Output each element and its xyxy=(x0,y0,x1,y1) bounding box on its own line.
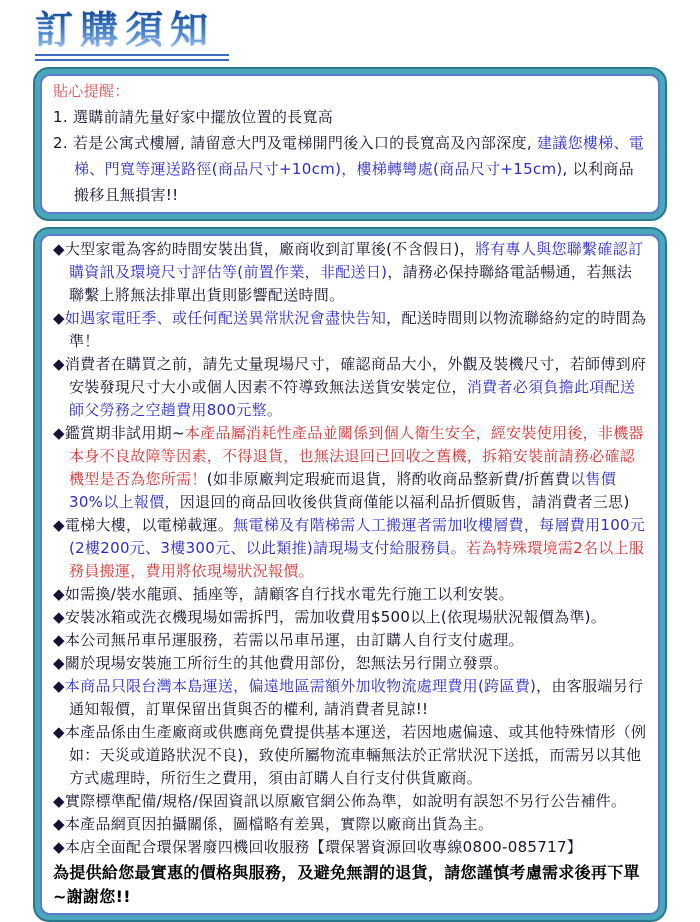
notice-item xyxy=(53,583,647,606)
text-segment: 關於現場安裝施工所衍生的其他費用部份，恕無法另行開立發票。 xyxy=(64,653,509,672)
notice-list xyxy=(53,238,647,859)
text-segment: 本產品屬消耗性產品並關係到個人衛生安全，經安裝使用後，非機器本身不良故障等因素，不得退貨，也無法退回已回收之舊機，拆箱安裝前請務必確認機型是否為您所需！ xyxy=(69,423,644,488)
text-segment: 2. 若是公寓式樓層, 請留意大門及電梯開門後入口的長寬高及內部深度, xyxy=(53,133,537,152)
text-segment: 1. 選購前請先量好家中擺放位置的長寬高 xyxy=(53,107,334,126)
text-segment: ，請務必保持聯絡電話暢通，若無法聯繫上將無法排單出貨則影響配送時間。 xyxy=(69,262,633,304)
text-segment: 電梯大樓，以電梯載運。 xyxy=(64,515,234,534)
text-segment: 以售價30%以上報價， xyxy=(69,469,617,511)
bullet-diamond-icon: ◆ xyxy=(53,354,65,373)
text-segment: (如非原廠判定瑕疵而退貨，將酌收商品整新費/折舊費 xyxy=(206,469,571,488)
reminder-item xyxy=(53,104,647,130)
reminder-box-frame xyxy=(33,67,667,221)
text-segment: 消費者在購買之前，請先丈量現場尺寸，確認商品大小，外觀及裝機尺寸，若師傅到府安裝發現尺寸大小或個人因素不符導致無法送貨安裝定位， xyxy=(64,354,647,396)
text-segment: 鑑賞期非試用期~ xyxy=(64,423,185,442)
notice-item xyxy=(53,813,647,836)
text-segment: 如遇家電旺季、或任何配送異常狀況會盡快告知 xyxy=(64,308,387,327)
text-segment: 本公司無吊車吊運服務，若需以吊車吊運，由訂購人自行支付處理。 xyxy=(64,630,524,649)
bullet-diamond-icon: ◆ xyxy=(53,814,65,833)
bullet-diamond-icon: ◆ xyxy=(53,423,65,442)
reminder-list xyxy=(53,104,647,208)
bullet-diamond-icon: ◆ xyxy=(53,630,65,649)
text-segment: 本產品網頁因拍攝關係，圖檔略有差異，實際以廠商出貨為主。 xyxy=(64,814,494,833)
text-segment: 建議您樓梯、電梯、門寬等運送路徑(商品尺寸+10cm)，樓梯轉彎處(商品尺寸+15cm) xyxy=(74,133,645,178)
text-segment: 本產品係由生產廠商或供應商免費提供基本運送，若因地處偏遠、或其他特殊情形（例如：天災或道路狀況不良)，致使所屬物流車輛無法於正常狀況下送抵，而需另以其他方式處理時，所衍生之費用，須由訂購人自行支付供貨廠商。 xyxy=(64,722,647,787)
bullet-diamond-icon: ◆ xyxy=(53,676,65,695)
notice-box-frame xyxy=(33,227,667,922)
bullet-diamond-icon: ◆ xyxy=(53,791,65,810)
notice-item xyxy=(53,675,647,721)
notice-box xyxy=(40,234,660,915)
notice-item xyxy=(53,307,647,353)
bullet-diamond-icon: ◆ xyxy=(53,837,65,856)
notice-item xyxy=(53,721,647,790)
bullet-diamond-icon: ◆ xyxy=(53,584,65,603)
text-segment: 將有專人與您聯繫確認訂購資訊及環境尺寸評估等(前置作業，非配送日) xyxy=(69,239,644,281)
text-segment: 消費者必須負擔此項配送師父勞務之空趟費用800元整。 xyxy=(69,377,636,419)
notice-item xyxy=(53,422,647,514)
notice-item xyxy=(53,836,647,859)
page-title xyxy=(33,9,667,61)
notice-footer: 為提供給您最實惠的價格與服務，及避免無謂的退貨，請您謹慎考慮需求後再下單~謝謝您!! xyxy=(53,862,640,906)
notice-item xyxy=(53,790,647,813)
notice-item xyxy=(53,606,647,629)
reminder-box xyxy=(40,74,660,214)
notice-item xyxy=(53,629,647,652)
text-segment: ，配送時間則以物流聯絡約定的時間為準！ xyxy=(69,308,647,350)
page-title-text: 訂購須知 xyxy=(35,8,216,52)
text-segment: ，由客服端另行通知報價，訂單保留出貨與否的權利, 請消費者見諒!! xyxy=(69,676,644,718)
reminder-heading: 貼心提醒： xyxy=(53,81,130,100)
bullet-diamond-icon: ◆ xyxy=(53,515,65,534)
notice-item xyxy=(53,652,647,675)
text-segment: 大型家電為客約時間安裝出貨，廠商收到訂單後(不含假日)， xyxy=(64,239,475,258)
text-segment: , 以利商品搬移且無損害!! xyxy=(74,159,634,204)
text-segment: 若為特殊環境需2名以上服務員搬運，費用將依現場狀況報價。 xyxy=(69,538,645,580)
page-title-underline xyxy=(35,9,229,61)
text-segment: 無電梯及有階梯需人工搬運者需加收樓層費，每層費用100元(2樓200元、3樓300元、以此類推)請現場支付給服務員。 xyxy=(69,515,646,557)
notice-item xyxy=(53,514,647,583)
text-segment: 本店全面配合環保署廢四機回收服務【環保署資源回收專線0800-085717】 xyxy=(64,837,583,856)
reminder-item xyxy=(53,130,647,208)
bullet-diamond-icon: ◆ xyxy=(53,653,65,672)
text-segment: 如需換/裝水龍頭、插座等，請顧客自行找水電先行施工以利安裝。 xyxy=(64,584,514,603)
text-segment: 因退回的商品回收後供貨商僅能以福利品折價販售，請消費者三思) xyxy=(179,492,630,511)
bullet-diamond-icon: ◆ xyxy=(53,308,65,327)
text-segment: 安裝冰箱或洗衣機現場如需拆門，需加收費用$500以上(依現場狀況報價為準)。 xyxy=(64,607,607,626)
notice-item xyxy=(53,353,647,422)
text-segment: 本商品只限台灣本島運送，偏遠地區需額外加收物流處理費用(跨區費) xyxy=(64,676,537,695)
bullet-diamond-icon: ◆ xyxy=(53,607,65,626)
notice-item xyxy=(53,238,647,307)
text-segment: 實際標準配備/規格/保固資訊以原廠官網公佈為準，如說明有誤恕不另行公告補件。 xyxy=(64,791,627,810)
bullet-diamond-icon: ◆ xyxy=(53,722,65,741)
bullet-diamond-icon: ◆ xyxy=(53,239,65,258)
